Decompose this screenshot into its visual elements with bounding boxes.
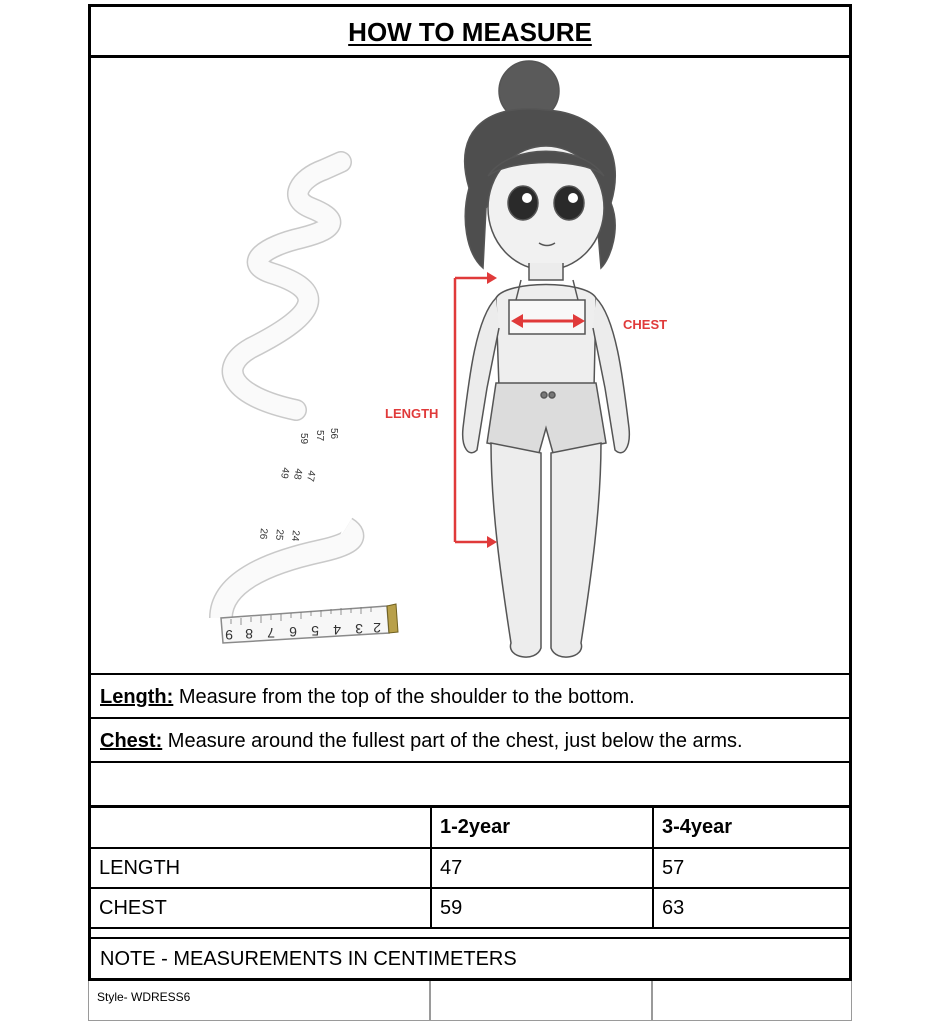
tape-mark: 6 — [289, 624, 297, 640]
chest-text: Measure around the fullest part of the chest, just below the arms. — [162, 730, 743, 752]
chest-term: Chest: — [100, 730, 163, 752]
tape-mark: 57 — [314, 430, 325, 442]
tape-mark: 47 — [304, 469, 317, 483]
table-cell: 59 — [431, 888, 653, 928]
table-header-cell: 3-4year — [653, 808, 849, 848]
length-term: Length: — [100, 686, 174, 708]
tape-mark: 7 — [267, 625, 275, 641]
page-title: HOW TO MEASURE — [348, 17, 592, 47]
style-code: Style- WDRESS6 — [88, 981, 430, 1021]
tape-mark: 56 — [328, 428, 339, 440]
child-figure-image — [463, 61, 630, 657]
tape-mark: 24 — [289, 529, 301, 542]
table-header-row — [91, 808, 849, 848]
length-label: LENGTH — [385, 406, 439, 421]
chest-label: CHEST — [623, 317, 668, 332]
tape-mark: 59 — [298, 433, 309, 445]
tape-mark: 3 — [355, 621, 363, 637]
table-cell: 57 — [653, 848, 849, 888]
title-row — [91, 7, 849, 58]
row-label: LENGTH — [91, 848, 431, 888]
row-label: CHEST — [91, 888, 431, 928]
chest-description — [91, 719, 849, 763]
tape-mark: 2 — [373, 620, 381, 636]
footer-cell — [652, 981, 852, 1021]
table-row — [91, 888, 849, 928]
length-description — [91, 675, 849, 719]
length-text: Measure from the top of the shoulder to the bottom. — [173, 686, 635, 708]
table-cell: 63 — [653, 888, 849, 928]
measure-illustration — [91, 58, 849, 675]
footer-cell — [430, 981, 652, 1021]
measurement-note: NOTE - MEASUREMENTS IN CENTIMETERS — [91, 937, 849, 978]
footer-row — [88, 981, 852, 1021]
tape-mark: 8 — [245, 626, 253, 642]
tape-mark: 25 — [273, 528, 285, 541]
table-header-cell: 1-2year — [431, 808, 653, 848]
table-header-cell — [91, 808, 431, 848]
table-cell: 47 — [431, 848, 653, 888]
tape-mark: 4 — [333, 622, 341, 638]
tape-mark: 48 — [291, 467, 304, 481]
tape-mark: 49 — [278, 466, 291, 480]
tape-mark: 5 — [311, 623, 319, 639]
illustration-panel — [91, 58, 849, 675]
table-row — [91, 848, 849, 888]
measure-sheet — [88, 4, 852, 981]
measuring-tape-image — [221, 162, 398, 643]
blank-row — [91, 763, 849, 808]
tape-mark: 9 — [225, 627, 233, 643]
tape-mark: 26 — [257, 527, 269, 540]
size-table — [91, 808, 849, 929]
